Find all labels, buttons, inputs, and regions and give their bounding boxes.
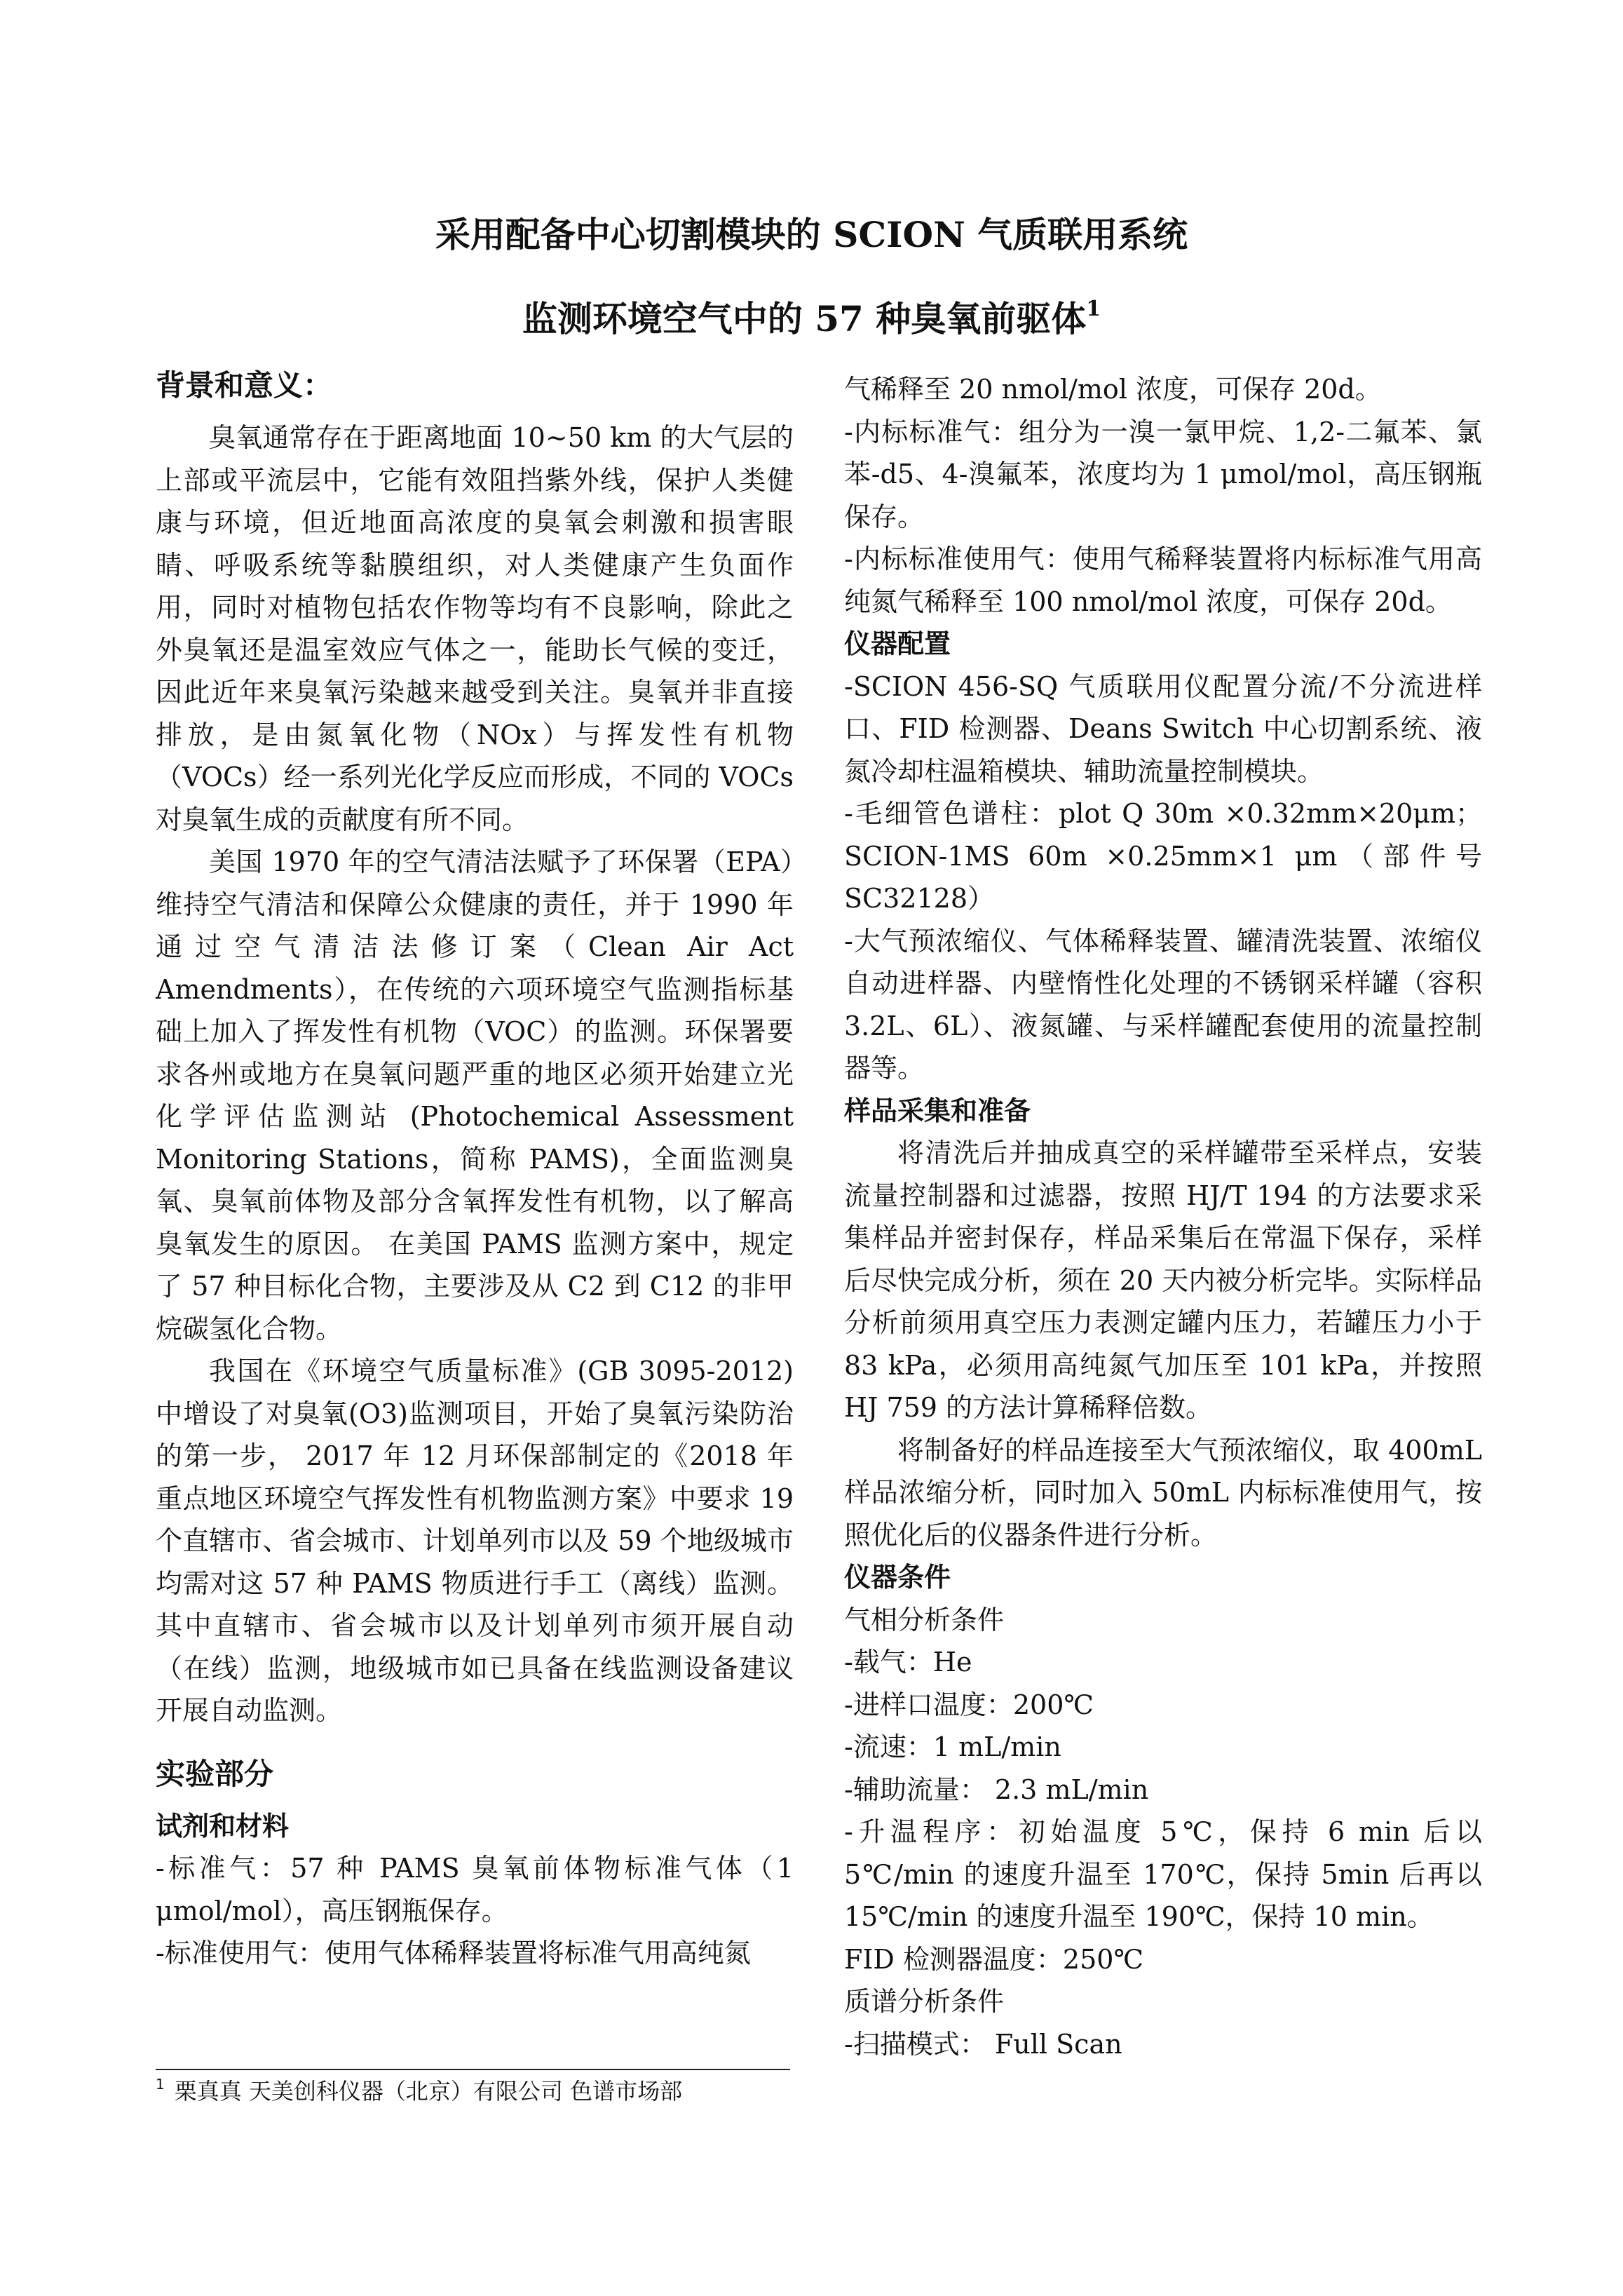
instrument-accessories: -大气预浓缩仪、气体稀释装置、罐清洗装置、浓缩仪自动进样器、内壁惰性化处理的不锈钢采样罐（容积 3.2L、6L）、液氮罐、与采样罐配套使用的流量控制器等。 [844,925,1482,1083]
reagent-internal-standard: -内标标准气：组分为一溴一氯甲烷、1,2-二氟苯、氯苯-d5、4-溴氟苯，浓度均为 1 μmol/mol，高压钢瓶保存。 [844,416,1482,532]
paragraph-preconcentration: 将制备好的样品连接至大气预浓缩仪，取 400mL 样品浓缩分析，同时加入 50mL 内标标准使用气，按照优化后的仪器条件进行分析。 [844,1434,1482,1551]
condition-aux-flow: -辅助流量： 2.3 mL/min [844,1774,1149,1805]
footnote-mark: 1 [156,2076,165,2093]
reagent-standard-gas: -标准气：57 种 PAMS 臭氧前体物标准气体（1 μmol/mol），高压钢瓶保存。 [156,1853,794,1926]
reagent-internal-standard-working: -内标标准使用气：使用气稀释装置将内标标准气用高纯氮气稀释至 100 nmol/mol 浓度，可保存 20d。 [844,543,1482,617]
paragraph-china-standard: 我国在《环境空气质量标准》(GB 3095-2012) 中增设了对臭氧(O3)监测项目，开始了臭氧污染防治的第一步， 2017 年 12 月环保部制定的《2018 年重点地区环境空气挥发性有机物监测方案》中要求 19 个直辖市、省会城市、计划单列市以及 59 个地级城市均需对这 57 种 PAMS 物质进行手工（离线）监测。其中直辖市、省会城市以及计划单列市须开展自动（在线）监测，地级城市如已具备在线监测设备建议开展自动监测。 [156,1356,794,1726]
ms-conditions-title: 质谱分析条件 [844,1986,1005,2017]
condition-flow-rate: -流速：1 mL/min [844,1731,1061,1762]
footnote-text: 栗真真 天美创科仪器（北京）有限公司 色谱市场部 [174,2078,683,2105]
instrument-gcms: -SCION 456-SQ 气质联用仪配置分流/不分流进样口、FID 检测器、Deans Switch 中心切割系统、液氮冷却柱温箱模块、辅助流量控制模块。 [844,670,1482,787]
left-column [156,365,794,1975]
section-heading-background: 背景和意义： [156,368,333,403]
title-line-1: 采用配备中心切割模块的 SCION 气质联用系统 [435,214,1188,255]
subheading-instrument: 仪器配置 [844,628,951,659]
title-line-2 [0,298,1623,340]
footnote-divider [156,2069,790,2070]
paragraph-sampling: 将清洗后并抽成真空的采样罐带至采样点，安装流量控制器和过滤器，按照 HJ/T 194 的方法要求采集样品并密封保存，样品采集后在常温下保存，采样后尽快完成分析，须在 20 天内被分析完毕。实际样品分析前须用真空压力表测定罐内压力，若罐压力小于 83 kPa，必须用高纯氮气加压至 101 kPa，并按照 HJ 759 的方法计算稀释倍数。 [844,1137,1482,1423]
footnote [156,2076,682,2107]
right-column [844,368,1482,2065]
subheading-sampling: 样品采集和准备 [844,1094,1031,1126]
condition-scan-mode: -扫描模式： Full Scan [844,2028,1122,2060]
condition-oven-program: -升温程序：初始温度 5℃，保持 6 min 后以 5℃/min 的速度升温至 170℃，保持 5min 后再以 15℃/min 的速度升温至 190℃，保持 10 min。 [844,1816,1482,1932]
reagent-standard-working-gas-continued: 气稀释至 20 nmol/mol 浓度，可保存 20d。 [844,374,1382,405]
reagent-standard-working-gas: -标准使用气：使用气体稀释装置将标准气用高纯氮 [156,1938,751,1969]
condition-fid-temp: FID 检测器温度：250℃ [844,1943,1143,1975]
section-heading-experiment: 实验部分 [156,1756,274,1791]
instrument-columns: -毛细管色谱柱：plot Q 30m ×0.32mm×20μm；SCION-1MS 60m ×0.25mm×1 μm（部件号 SC32128） [844,798,1482,914]
gc-conditions-title: 气相分析条件 [844,1604,1005,1635]
subheading-conditions: 仪器条件 [844,1561,951,1593]
paragraph-ozone-intro: 臭氧通常存在于距离地面 10~50 km 的大气层的上部或平流层中，它能有效阻挡紫外线，保护人类健康与环境，但近地面高浓度的臭氧会刺激和损害眼睛、呼吸系统等黏膜组织，对人类健康产生负面作用，同时对植物包括农作物等均有不良影响，除此之外臭氧还是温室效应气体之一，能助长气候的变迁，因此近年来臭氧污染越来越受到关注。臭氧并非直接排放，是由氮氧化物（NOx）与挥发性有机物（VOCs）经一系列光化学反应而形成，不同的 VOCs 对臭氧生成的贡献度有所不同。 [156,422,794,835]
title-line-2-text: 监测环境空气中的 57 种臭氧前驱体 [522,298,1087,339]
condition-inlet-temp: -进样口温度：200℃ [844,1689,1094,1720]
condition-carrier-gas: -载气：He [844,1647,972,1677]
title-footnote-mark: 1 [1086,297,1101,321]
paragraph-us-epa: 美国 1970 年的空气清洁法赋予了环保署（EPA）维持空气清洁和保障公众健康的责任，并于 1990 年通过空气清洁法修订案（Clean Air Act Amendments），在传统的六项环境空气监测指标基础上加入了挥发性有机物（VOC）的监测。环保署要求各州或地方在臭氧问题严重的地区必须开始建立光化学评估监测站 (Photochemical Assessment Monitoring Stations，简称 PAMS)，全面监测臭氧、臭氧前体物及部分含氧挥发性有机物，以了解高臭氧发生的原因。 在美国 PAMS 监测方案中，规定了 57 种目标化合物，主要涉及从 C2 到 C12 的非甲烷碳氢化合物。 [156,846,794,1344]
subheading-reagents: 试剂和材料 [156,1809,290,1842]
